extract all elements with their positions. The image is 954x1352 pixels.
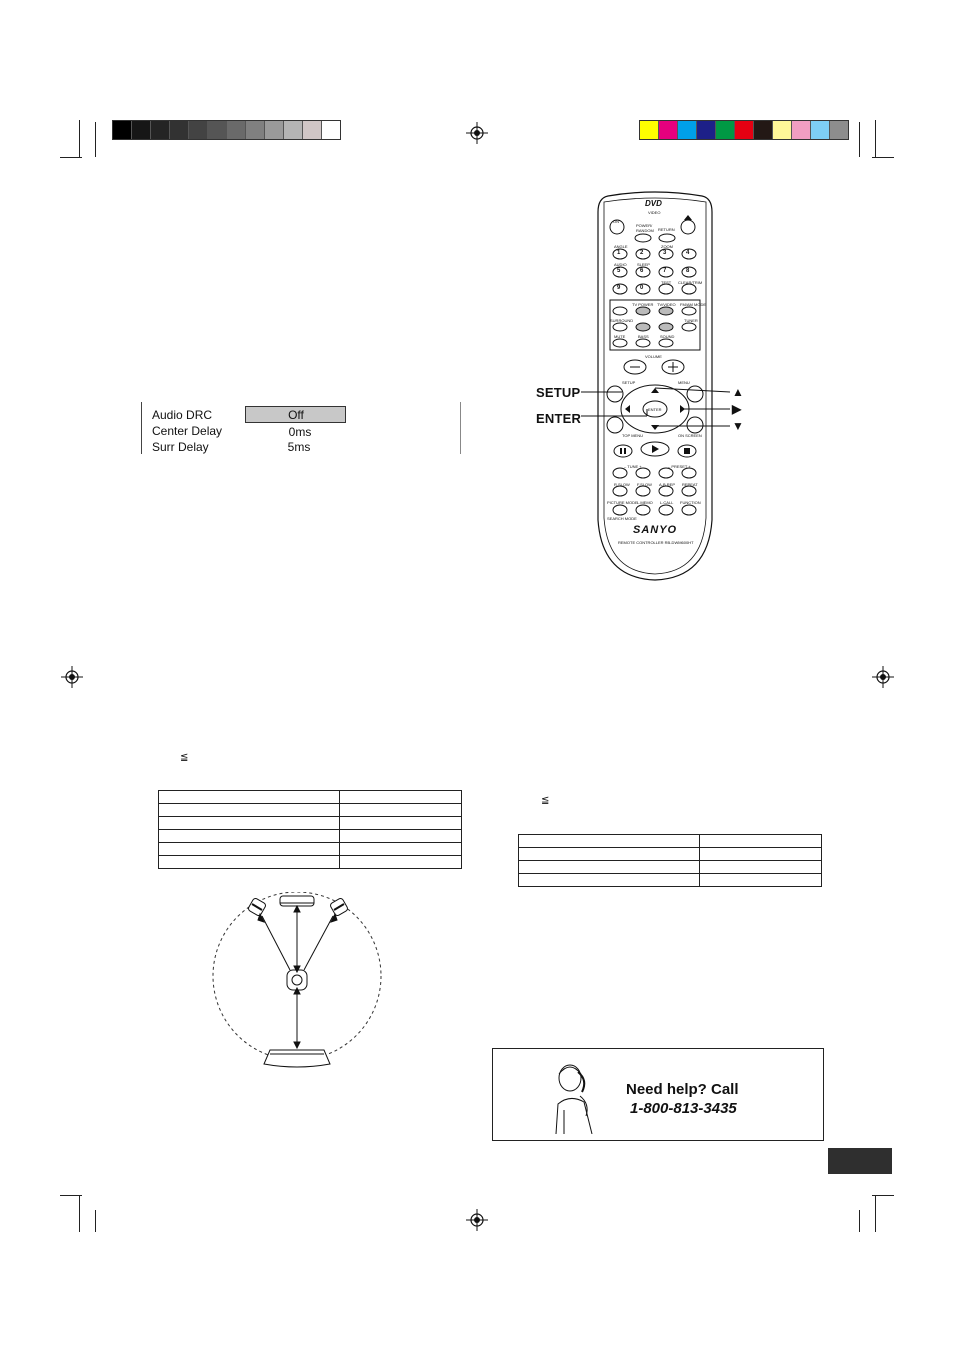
registration-target-icon	[466, 1209, 488, 1231]
table-row	[159, 843, 462, 856]
remote-digit-2-button[interactable]: 2	[640, 250, 644, 256]
registration-target-icon	[872, 666, 894, 688]
remote-pbc-button[interactable]: POWER/ RANDOM	[636, 223, 654, 233]
remote-l-call-button[interactable]: L.CALL	[660, 500, 674, 505]
gray-swatch	[132, 121, 151, 139]
remote-digit-9-button[interactable]: 9	[617, 285, 621, 291]
remote-clear-button[interactable]: CLEAR/TRIM	[678, 280, 703, 285]
gray-swatch	[227, 121, 246, 139]
remote-digit-6-button[interactable]: 6	[640, 268, 644, 274]
left-speaker-icon	[247, 897, 266, 916]
remote-enter-button[interactable]: ENTER	[648, 407, 662, 412]
remote-menu-button[interactable]: MENU	[678, 380, 690, 385]
color-swatch	[678, 121, 697, 139]
gray-swatch	[151, 121, 170, 139]
remote-digit-7-button[interactable]: 7	[663, 268, 667, 274]
remote-setup-button[interactable]: SETUP	[622, 380, 636, 385]
gray-swatch	[170, 121, 189, 139]
menu-label-center-delay: Center Delay	[152, 424, 223, 438]
remote-repeat-button[interactable]: REPEAT	[682, 482, 698, 487]
remote-volume-label: VOLUME	[645, 354, 662, 359]
remote-on-screen-button[interactable]: ON SCREEN	[678, 433, 702, 438]
setup-callout-label: SETUP	[536, 385, 581, 400]
rear-speaker-icon	[264, 1050, 330, 1067]
menu-label-surr-delay: Surr Delay	[152, 440, 209, 454]
phone-operator-icon	[548, 1060, 600, 1134]
table-row	[159, 791, 462, 804]
callout-lines	[575, 380, 745, 435]
gray-swatch	[322, 121, 340, 139]
gray-swatch	[189, 121, 208, 139]
gray-swatch	[265, 121, 284, 139]
gray-swatch	[284, 121, 303, 139]
gray-swatch	[303, 121, 322, 139]
remote-surround-button[interactable]: SURROUND	[610, 318, 634, 323]
remote-dvd-logo: DVD	[645, 199, 662, 208]
registration-target-icon	[466, 122, 488, 144]
remote-brand-logo: SANYO	[633, 524, 678, 536]
remote-zoom-button[interactable]: ZOOM	[661, 244, 673, 249]
right-table	[518, 834, 822, 887]
remote-tv-power-button[interactable]: TV POWER	[632, 302, 654, 307]
registration-target-icon	[61, 666, 83, 688]
color-swatch	[792, 121, 811, 139]
remote-l-memo-button[interactable]: L.MEMO	[637, 500, 653, 505]
color-calibration-bar	[639, 120, 849, 140]
remote-digit-4-button[interactable]: 4	[686, 250, 690, 256]
help-phone-number[interactable]: 1-800-813-3435	[630, 1100, 737, 1117]
table-row	[159, 804, 462, 817]
page-number-tab	[828, 1148, 892, 1174]
table-row	[159, 856, 462, 869]
remote-digit-1-button[interactable]: 1	[617, 250, 621, 256]
remote-sound-button[interactable]: SOUND	[660, 334, 675, 339]
color-swatch	[716, 121, 735, 139]
remote-angle-button[interactable]: ANGLE	[614, 244, 628, 249]
remote-digit-5-button[interactable]: 5	[617, 268, 621, 274]
remote-r-slow-button[interactable]: R.SLOW	[614, 482, 630, 487]
remote-f-slow-button[interactable]: F.SLOW	[637, 482, 652, 487]
remote-tune-label: – TUNE +	[624, 464, 642, 469]
remote-bass-button[interactable]: BASS	[638, 334, 649, 339]
table-row	[519, 874, 822, 887]
menu-label-audio-drc: Audio DRC	[152, 408, 213, 422]
speaker-placement-diagram	[210, 892, 385, 1072]
menu-left-border	[141, 402, 142, 454]
color-swatch	[773, 121, 792, 139]
remote-digit-8-button[interactable]: 8	[686, 268, 690, 274]
gray-swatch	[113, 121, 132, 139]
remote-top-menu-button[interactable]: TOP MENU	[622, 433, 643, 438]
right-symbol: ≦	[541, 795, 550, 806]
remote-sleep-button[interactable]: SLEEP	[637, 262, 650, 267]
table-row	[519, 835, 822, 848]
menu-value-center-delay: 0ms	[288, 425, 312, 439]
remote-search-mode-button[interactable]: SEARCH MODE	[607, 516, 637, 521]
help-title: Need help? Call	[626, 1081, 739, 1098]
menu-value-audio-drc: Off	[288, 408, 304, 422]
left-table	[158, 790, 462, 869]
color-swatch	[754, 121, 773, 139]
up-arrow-icon: ▲	[732, 385, 745, 399]
menu-right-border	[460, 402, 461, 454]
remote-digit-3-button[interactable]: 3	[663, 250, 667, 256]
center-speaker-icon	[280, 896, 314, 906]
remote-fm-am-button[interactable]: FM/AM MODE	[680, 302, 706, 307]
color-swatch	[697, 121, 716, 139]
color-swatch	[735, 121, 754, 139]
gray-swatch	[246, 121, 265, 139]
remote-test-button[interactable]: TEST	[661, 280, 672, 285]
remote-mute-button[interactable]: MUTE	[614, 334, 626, 339]
table-row	[519, 861, 822, 874]
menu-value-surr-delay: 5ms	[287, 440, 311, 454]
down-arrow-icon: ▼	[732, 419, 745, 433]
remote-audio-button[interactable]: AUDIO	[614, 262, 627, 267]
remote-a-b-rep-button[interactable]: A-B REP	[659, 482, 676, 487]
remote-picture-mode-button[interactable]: PICTURE MODE	[607, 500, 638, 505]
left-symbol: ≦	[180, 752, 189, 763]
color-swatch	[830, 121, 848, 139]
remote-return-button[interactable]: RETURN	[658, 227, 675, 232]
enter-callout-label: ENTER	[536, 411, 582, 426]
remote-function-button[interactable]: FUNCTION	[680, 500, 701, 505]
remote-model-label: REMOTE CONTROLLER RB-DWM600HT	[618, 540, 694, 545]
remote-preset-label: – PRESET +	[668, 464, 691, 469]
remote-tv-video-button[interactable]: TV/VIDEO	[657, 302, 676, 307]
right-arrow-icon: ▶	[732, 402, 742, 416]
gray-swatch	[208, 121, 227, 139]
table-row	[159, 817, 462, 830]
remote-digit-0-button[interactable]: 0	[640, 285, 644, 291]
table-row	[159, 830, 462, 843]
grayscale-calibration-bar	[112, 120, 341, 140]
table-row	[519, 848, 822, 861]
remote-tuner-button[interactable]: TUNER	[684, 318, 698, 323]
remote-power-button[interactable]: ON	[613, 219, 619, 224]
color-swatch	[659, 121, 678, 139]
color-swatch	[640, 121, 659, 139]
remote-dvd-sub: VIDEO	[648, 210, 661, 215]
color-swatch	[811, 121, 830, 139]
right-speaker-icon	[329, 897, 348, 916]
